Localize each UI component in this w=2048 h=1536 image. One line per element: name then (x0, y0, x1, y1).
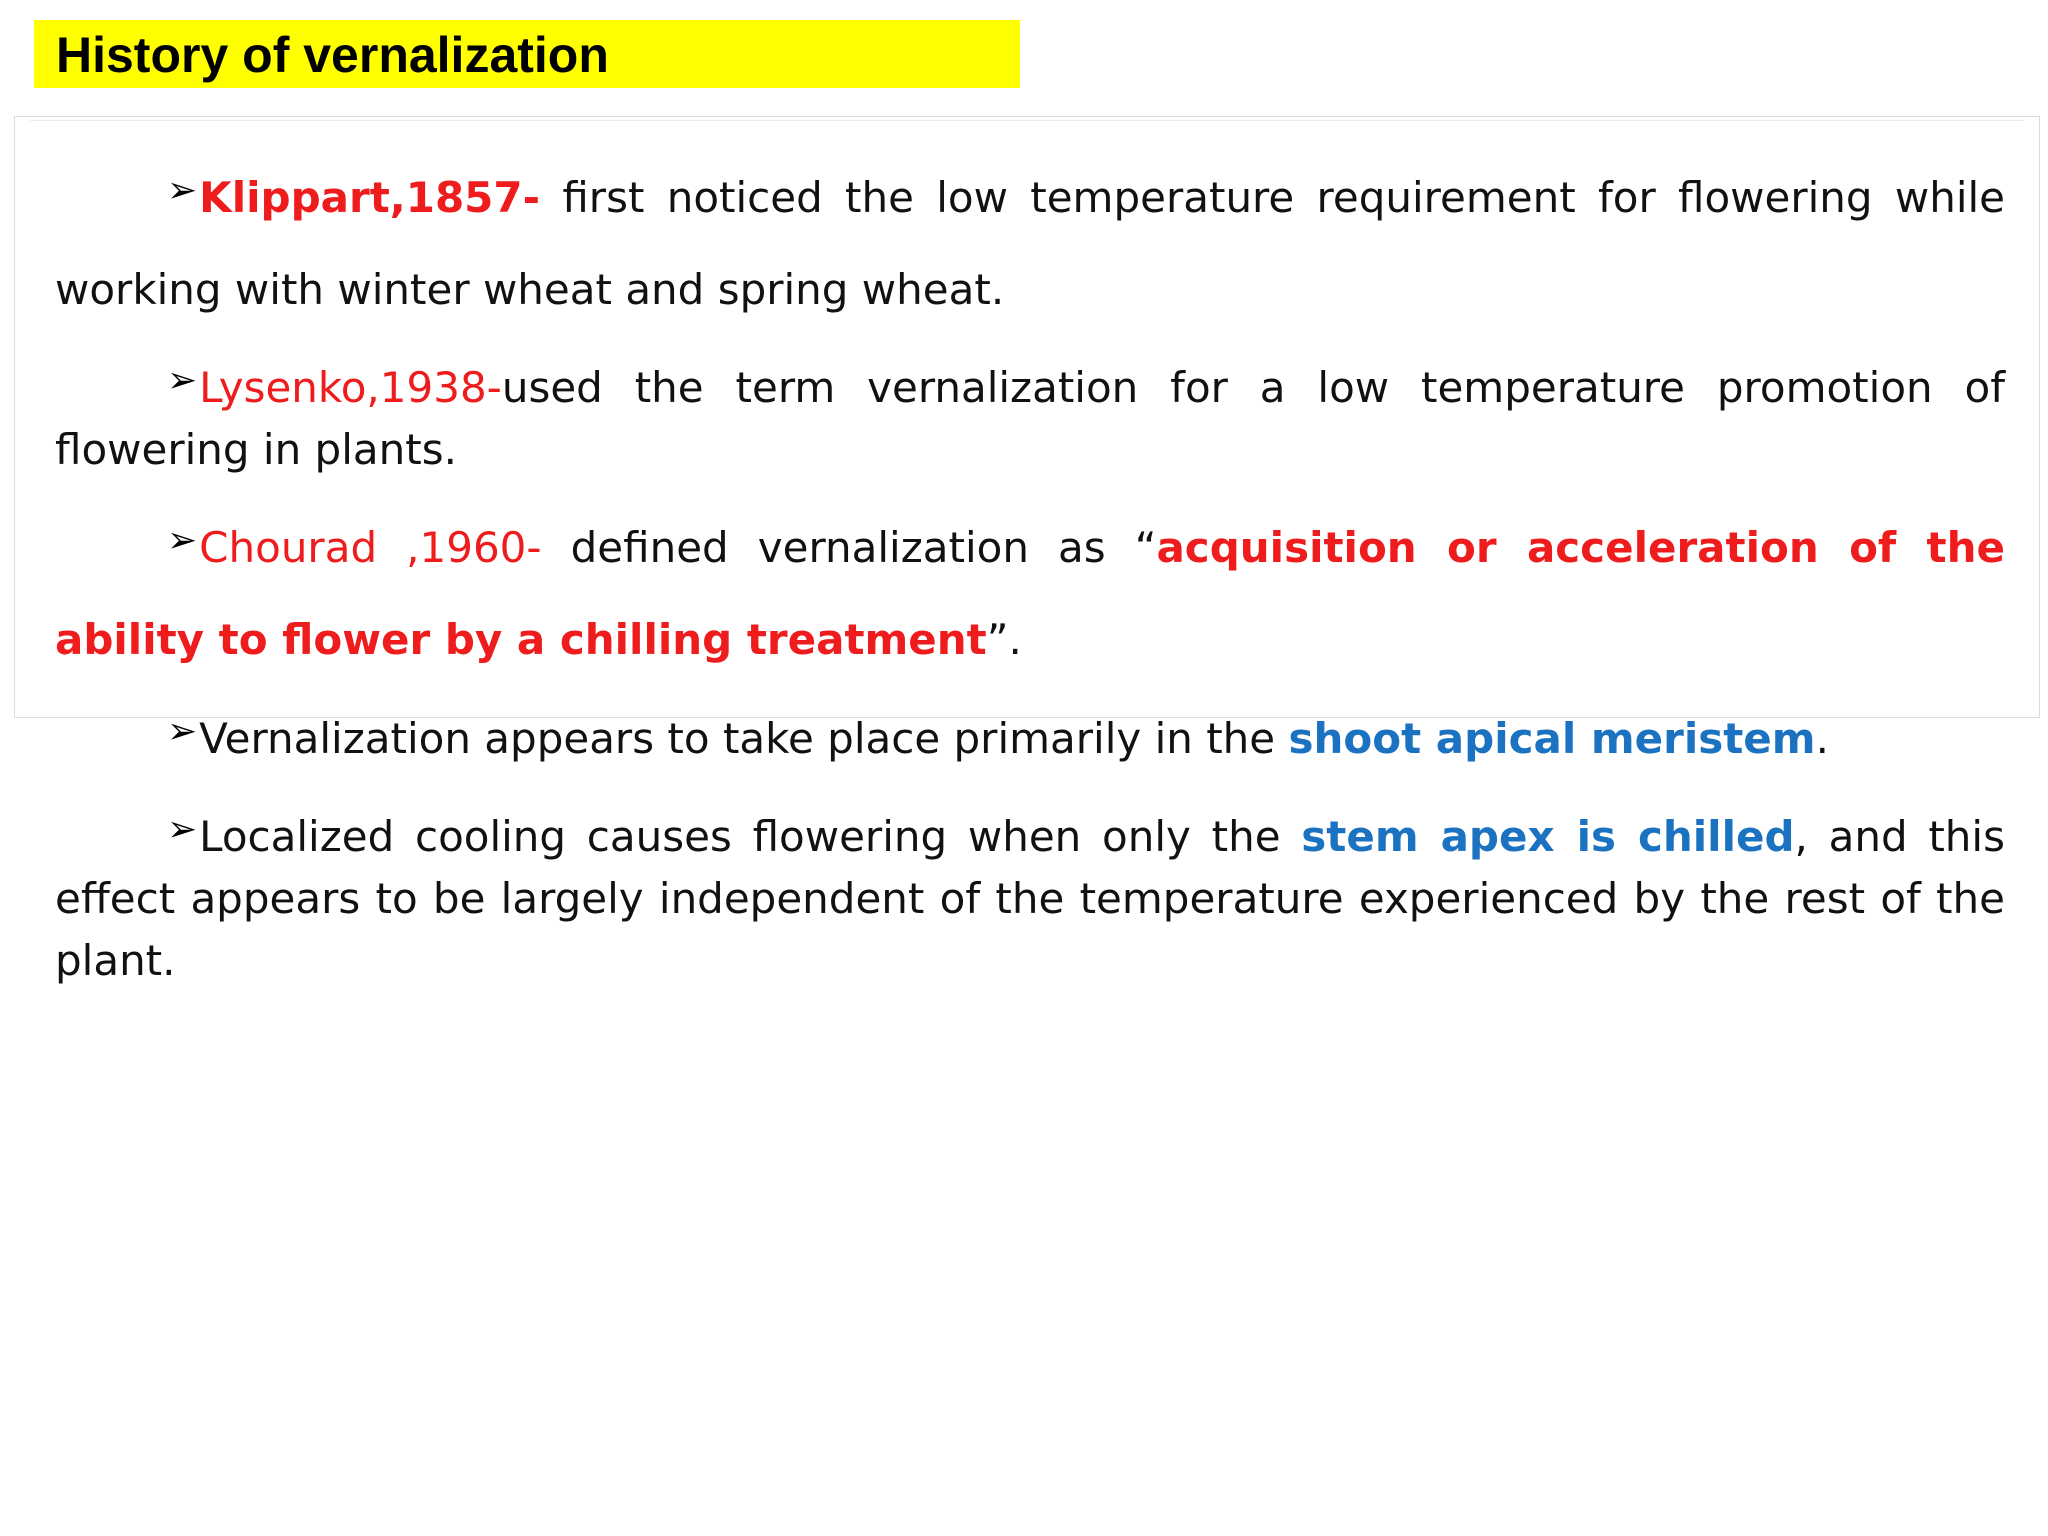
bullet-highlight: acquisition or acceleration of the ability to flower by a chilling treatment (55, 523, 2006, 664)
arrowhead-bullet-icon: ➢ (167, 809, 198, 850)
bullet-highlight: shoot apical meristem (1288, 714, 1816, 763)
bullet-text: Vernalization appears to take place primarily in the (199, 714, 1289, 763)
bullet-item-klippart (55, 145, 2005, 336)
bullet-highlight: stem apex is chilled (1301, 812, 1795, 861)
bullet-text: first noticed the low temperature requirement for flowering while working with winter wheat and spring wheat. (55, 173, 2005, 314)
slide-title: History of vernalization (56, 27, 609, 83)
arrowhead-bullet-icon: ➢ (167, 711, 198, 752)
frame-divider (30, 120, 2024, 121)
bullet-item-meristem (55, 686, 2005, 785)
bullet-item-chourad (55, 495, 2005, 686)
title-banner (34, 20, 1020, 88)
arrowhead-bullet-icon: ➢ (167, 170, 198, 211)
bullet-item-localized-cooling (55, 799, 2005, 992)
bullet-lead: Klippart,1857- (199, 173, 541, 222)
bullet-lead: Lysenko,1938- (199, 363, 502, 412)
arrowhead-bullet-icon: ➢ (167, 520, 198, 561)
arrowhead-bullet-icon: ➢ (167, 360, 198, 401)
bullet-lead: Chourad ,1960- (199, 523, 542, 572)
bullet-text: defined vernalization as “ (541, 523, 1157, 572)
bullet-text-end: . (1815, 714, 1829, 763)
bullet-text: Localized cooling causes flowering when only the (199, 812, 1302, 861)
bullet-text: used the term vernalization for a low temperature promotion of flowering in plants. (55, 363, 2005, 474)
bullet-text-end: ”. (986, 615, 1022, 664)
bullet-text-end: , and this effect appears to be largely independent of the temperature experienced by the rest of the plant. (55, 812, 2005, 985)
bullet-list (55, 145, 2005, 992)
bullet-item-lysenko (55, 350, 2005, 481)
